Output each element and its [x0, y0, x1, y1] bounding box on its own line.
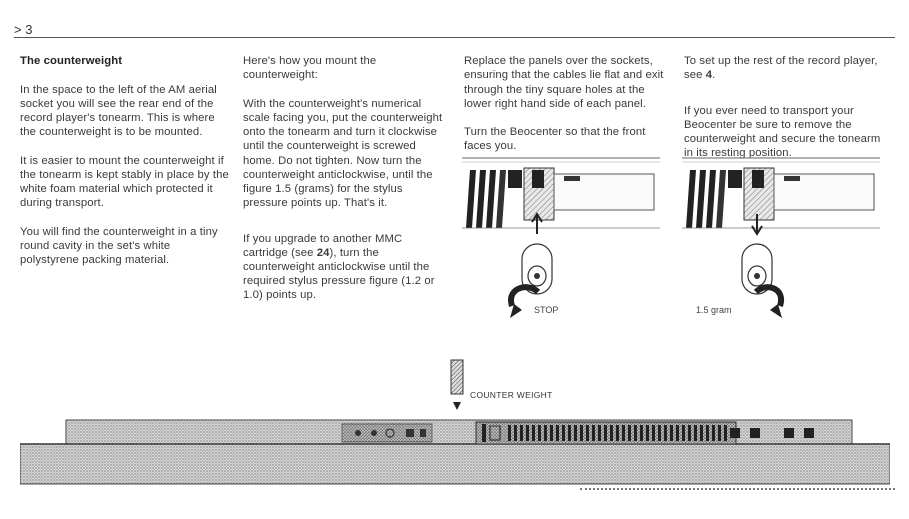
gram-label: 1.5 gram: [696, 305, 732, 315]
counterweight-mount-figure: [462, 156, 662, 326]
page-ref-24: 24: [316, 246, 330, 259]
setup-text-start: To set up the rest of the record player, see: [684, 55, 878, 82]
page-number: > 3: [14, 22, 33, 37]
column-intro: [20, 40, 230, 281]
top-rule: [14, 37, 895, 38]
bottom-dotted-rule: [580, 488, 895, 490]
intro-paragraph-1: In the space to the left of the AM aerial socket you will see the rear end of the record player's tonearm. This is where the counterweight is to be mounted.: [20, 83, 217, 139]
panels-paragraph-2: Turn the Beocenter so that the front faces you.: [464, 126, 646, 153]
cable-stripes: [686, 170, 726, 228]
stop-label: STOP: [534, 305, 559, 315]
mounting-paragraph-1: Here's how you mount the counterweight:: [243, 55, 377, 82]
connector-strip: [476, 422, 736, 444]
counterweight-label: COUNTER WEIGHT: [470, 390, 553, 400]
column-panels: [464, 40, 664, 175]
mounting-paragraph-2: With the counterweight's numerical scale facing you, put the counterweight onto the tonearm and turn it clockwise until the counterweight is screwed home. Do not tighten. Now turn the counterweight anticlockwise, until the figure 1.5 (grams) for the stylus pressure points up. That's it.: [243, 97, 443, 210]
intro-paragraph-3: You will find the counterweight in a tiny round cavity in the set's white polystyrene packing material.: [20, 225, 218, 267]
setup-text-end: .: [712, 69, 716, 82]
page-ref-4: 4: [705, 69, 713, 82]
counterweight-pointer: [448, 358, 468, 412]
upgrade-text-start: If you upgrade to another MMC cartridge (see: [243, 232, 403, 259]
mounting-paragraph-3: [243, 232, 448, 303]
counterweight-pressure-figure: [682, 156, 882, 326]
beocenter-rear-panel: [20, 410, 890, 486]
column-mounting: [243, 40, 448, 324]
setup-paragraph-1: [684, 54, 889, 82]
rear-sockets: [342, 424, 432, 442]
setup-paragraph-2: If you ever need to transport your Beocenter be sure to remove the counterweight and secure the tonearm in its resting position.: [684, 104, 881, 160]
section-heading: The counterweight: [20, 55, 123, 68]
panels-paragraph-1: Replace the panels over the sockets, ensuring that the cables lie flat and exit through the tiny square holes at the lower right hand side of each panel.: [464, 55, 664, 110]
intro-paragraph-2: It is easier to mount the counterweight if the tonearm is kept stably in place by the white foam material which protected it during transport.: [20, 154, 229, 210]
cable-stripes: [466, 170, 506, 228]
upgrade-text-end: ), turn the counterweight anticlockwise until the required stylus pressure figure (1.2 or 1.0) points up.: [243, 246, 435, 302]
